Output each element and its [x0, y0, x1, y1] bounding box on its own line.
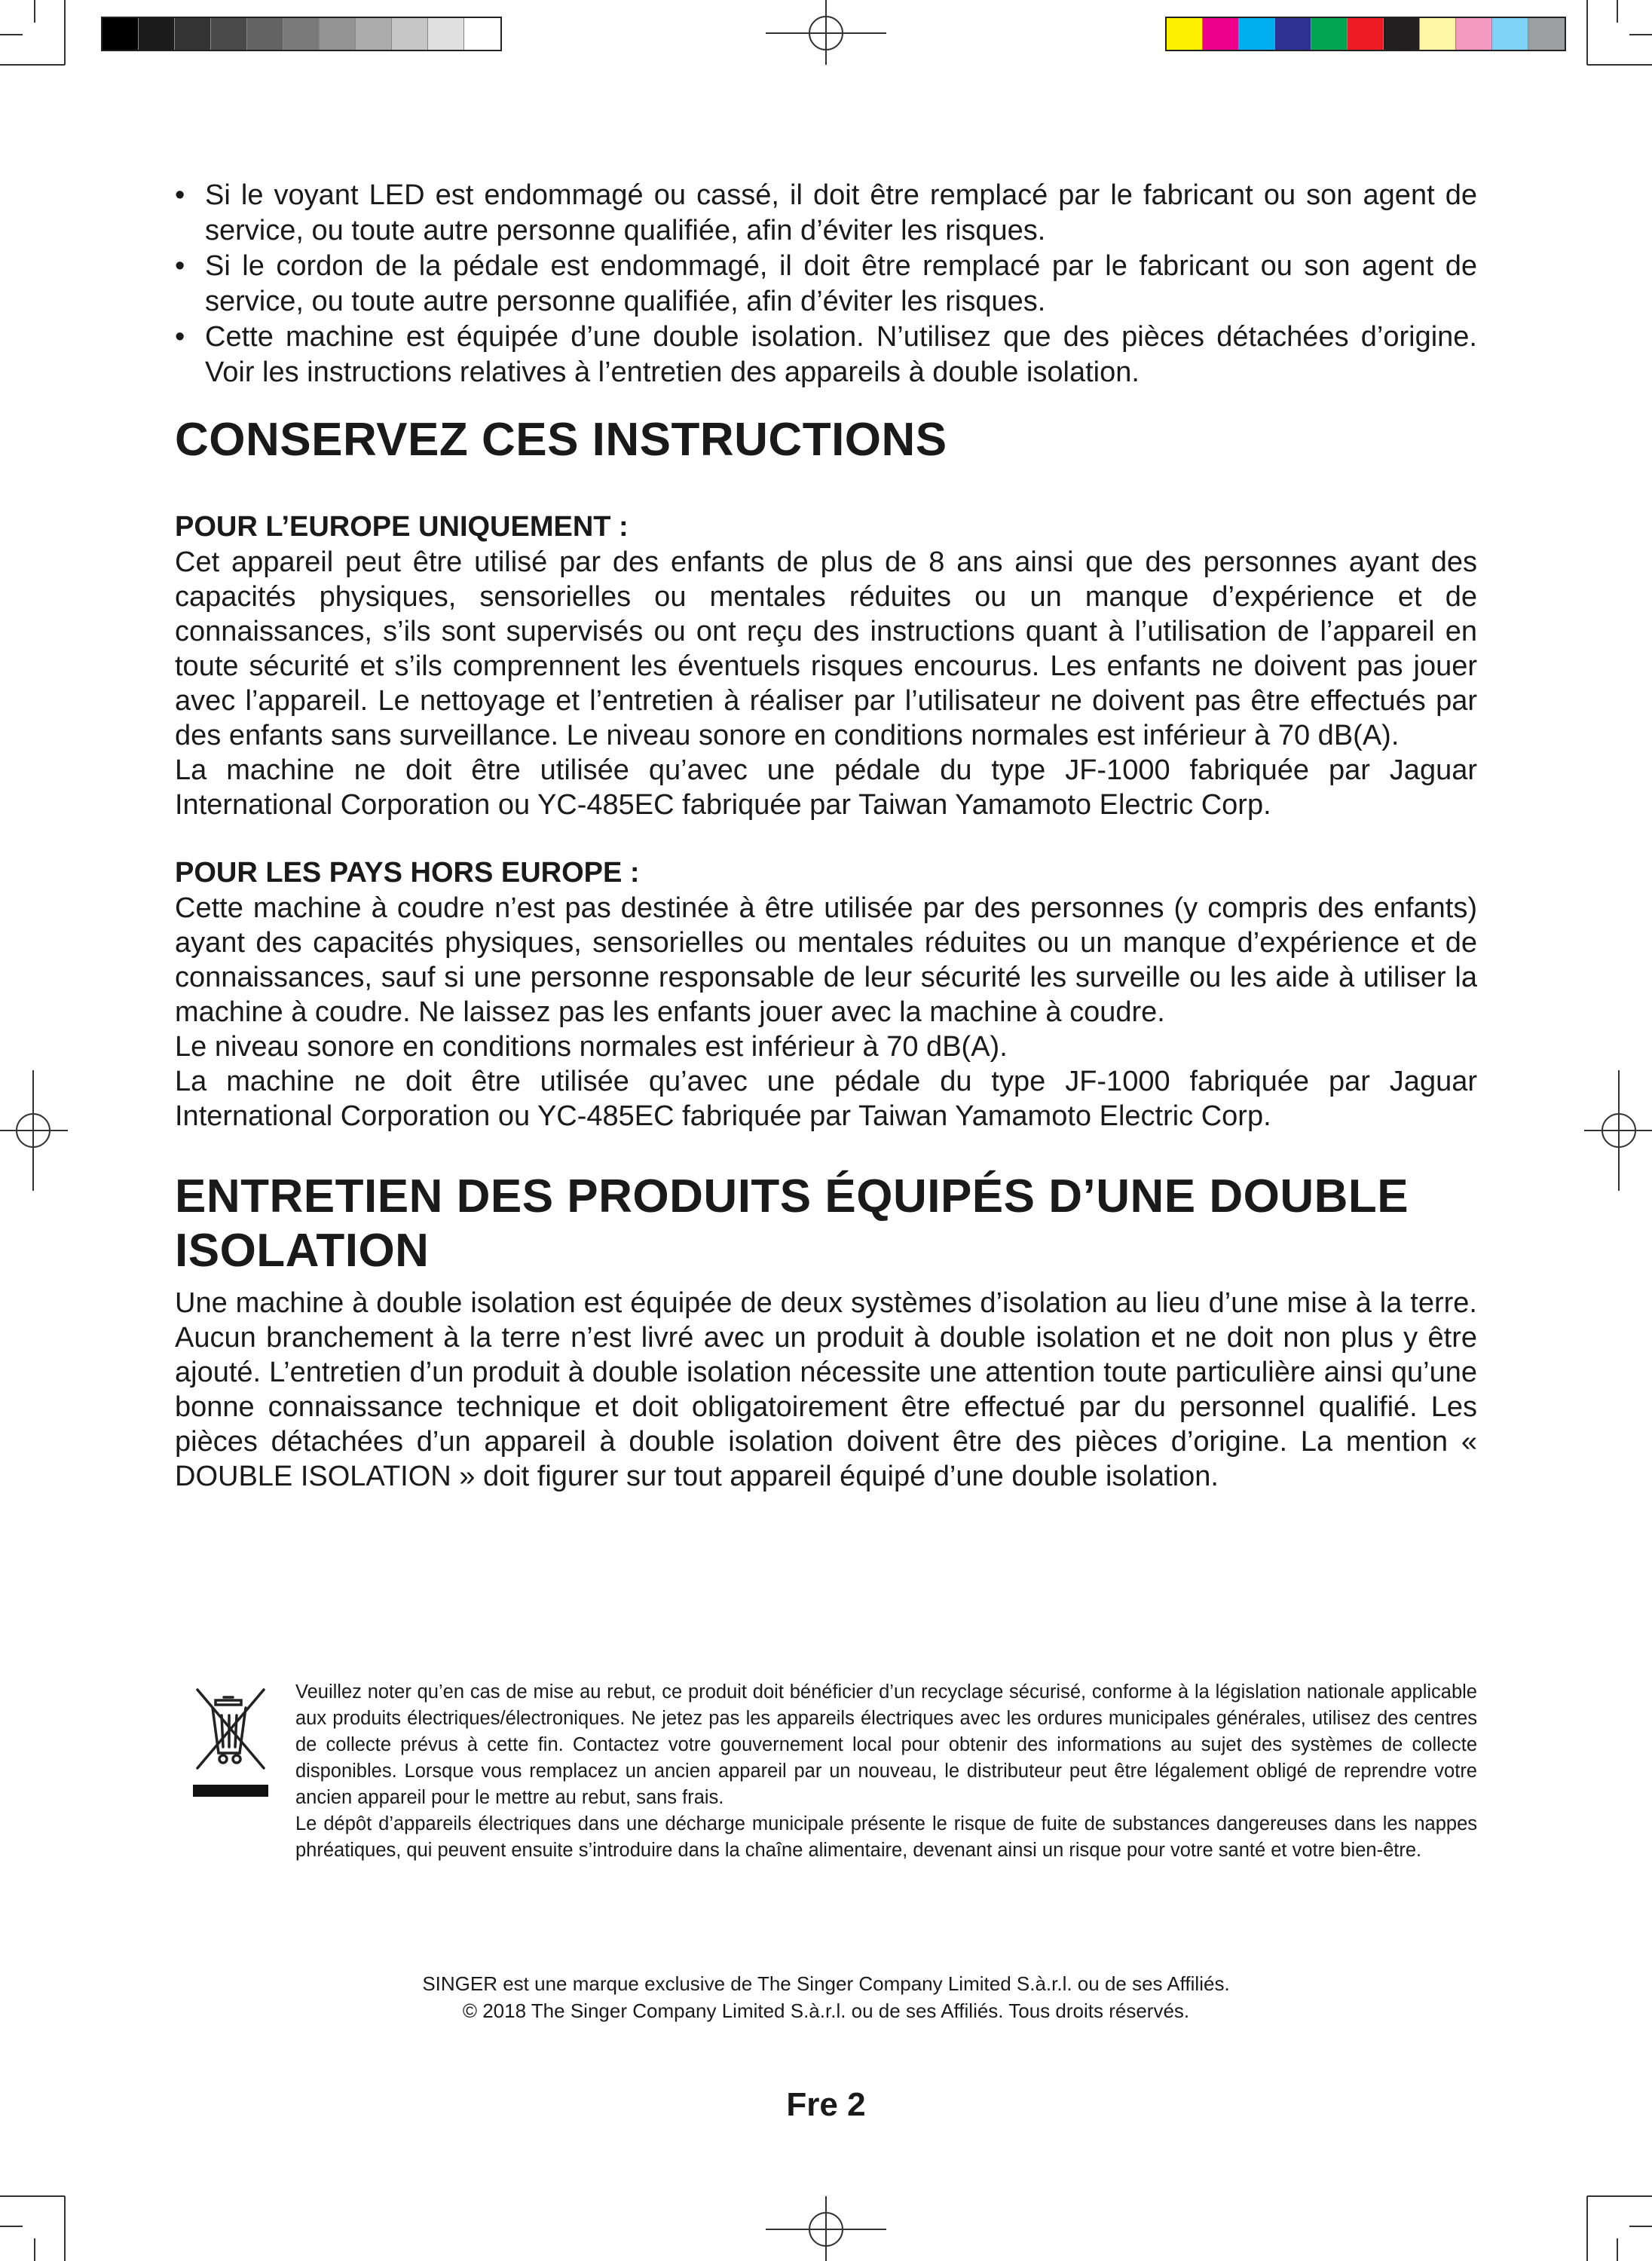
- list-item: • Cette machine est équipée d’une double isolation. N’utilisez que des pièces détachées d’origine. Voir les instructions relatives à l’entretien des appareils à double isolation.: [175, 321, 1477, 388]
- color-swatch: [1528, 18, 1565, 50]
- conserve-heading: CONSERVEZ CES INSTRUCTIONS: [175, 414, 947, 466]
- grayscale-color-bar: [101, 17, 502, 51]
- disposal-risk-paragraph: Le dépôt d’appareils électriques dans une décharge municipale présente le risque de fuite de substances dangereuses dans les nappes phréatiques, qui peuvent ensuite s’introduire dans la chaîne alimentaire, devenant ainsi un risque pour votre santé et votre bien-être.: [295, 1813, 1477, 1861]
- color-swatch: [464, 18, 500, 50]
- color-swatch: [1420, 18, 1456, 50]
- page-number: Fre 2: [786, 2086, 866, 2123]
- color-swatch: [1167, 18, 1203, 50]
- trademark-notice: SINGER est une marque exclusive de The Singer Company Limited S.à.r.l. ou de ses Affiliés.: [422, 1972, 1230, 1995]
- color-swatch: [1348, 18, 1384, 50]
- color-swatch: [1384, 18, 1420, 50]
- color-swatch: [102, 18, 139, 50]
- europe-paragraph: Cet appareil peut être utilisé par des enfants de plus de 8 ans ainsi que des personnes ayant des capacités physiques, sensorielles ou mentales réduites ou un manque d’expérience et de connaissances, s’ils sont supervisés ou ont reçu des instructions quant à l’utilisation de l’appareil en toute sécurité et s’ils comprennent les éventuels risques encourus. Les enfants ne doivent pas jouer avec l’appareil. Le nettoyage et l’entretien à réaliser par l’utilisateur ne doivent pas être effectués par des enfants sans surveillance. Le niveau sonore en conditions normales est inférieur à 70 dB(A).: [175, 546, 1477, 751]
- copyright-notice: © 2018 The Singer Company Limited S.à.r.l. ou de ses Affiliés. Tous droits réservés.: [462, 1999, 1190, 2022]
- color-swatch: [1311, 18, 1348, 50]
- color-swatch: [283, 18, 320, 50]
- double-insulation-paragraph: Une machine à double isolation est équipée de deux systèmes d’isolation au lieu d’une mise à la terre. Aucun branchement à la terre n’est livré avec un produit à double isolation et ne doit non plus y être ajouté. L’entretien d’un produit à double isolation nécessite une attention toute particulière ainsi qu’une bonne connaissance technique et doit obligatoirement être effectué par du personnel qualifié. Les pièces détachées d’un appareil à double isolation doivent être des pièces d’origine. La mention « DOUBLE ISOLATION » doit figurer sur tout appareil équipé d’une double isolation.: [175, 1287, 1477, 1492]
- bullet-icon: •: [175, 179, 185, 211]
- color-swatch: [1239, 18, 1275, 50]
- non-europe-heading: POUR LES PAYS HORS EUROPE :: [175, 857, 640, 889]
- color-swatch: [428, 18, 464, 50]
- color-swatch: [1275, 18, 1311, 50]
- non-europe-pedal-paragraph: La machine ne doit être utilisée qu’avec une pédale du type JF-1000 fabriquée par Jaguar International Corporation ou YC-485EC fabriquée par Taiwan Yamamoto Electric Corp.: [175, 1066, 1477, 1132]
- color-swatch: [356, 18, 392, 50]
- non-europe-noise-paragraph: Le niveau sonore en conditions normales est inférieur à 70 dB(A).: [175, 1031, 1008, 1063]
- disposal-paragraph: Veuillez noter qu’en cas de mise au rebut, ce produit doit bénéficier d’un recyclage sécurisé, conforme à la législation nationale applicable aux produits électriques/électroniques. Ne jetez pas les appareils électriques avec les ordures municipales générales, utilisez des centres de collecte prévus à cette fin. Contactez votre gouvernement local pour obtenir des informations au sujet des systèmes de collecte disponibles. Lorsque vous remplacez un ancien appareil par un nouveau, le distributeur peut être légalement obligé de reprendre votre ancien appareil pour le mettre au rebut, sans frais.: [295, 1681, 1477, 1808]
- color-swatch: [1456, 18, 1492, 50]
- double-insulation-heading: ENTRETIEN DES PRODUITS ÉQUIPÉS D’UNE DOUBLE ISOLATION: [175, 1170, 1409, 1277]
- bullet-icon: •: [175, 321, 185, 353]
- europe-heading: POUR L’EUROPE UNIQUEMENT :: [175, 511, 629, 543]
- color-swatch: [211, 18, 247, 50]
- color-swatch: [1492, 18, 1528, 50]
- bullet-icon: •: [175, 250, 185, 282]
- safety-bullet-list: [175, 178, 1477, 390]
- europe-pedal-paragraph: La machine ne doit être utilisée qu’avec une pédale du type JF-1000 fabriquée par Jaguar International Corporation ou YC-485EC fabriquée par Taiwan Yamamoto Electric Corp.: [175, 754, 1477, 821]
- disposal-notice: [295, 1679, 1477, 1864]
- color-swatch: [320, 18, 356, 50]
- process-color-bar: [1165, 17, 1566, 51]
- color-swatch: [392, 18, 428, 50]
- list-item: • Si le cordon de la pédale est endommagé, il doit être remplacé par le fabricant ou son agent de service, ou toute autre personne qualifiée, afin d’éviter les risques.: [175, 250, 1477, 317]
- non-europe-paragraph: Cette machine à coudre n’est pas destinée à être utilisée par des personnes (y compris des enfants) ayant des capacités physiques, sensorielles ou mentales réduites ou un manque d’expérience et de connaissances, sauf si une personne responsable de leur sécurité les surveille ou les aide à utiliser la machine à coudre. Ne laissez pas les enfants jouer avec la machine à coudre.: [175, 892, 1477, 1028]
- color-swatch: [175, 18, 211, 50]
- list-item: • Si le voyant LED est endommagé ou cassé, il doit être remplacé par le fabricant ou son agent de service, ou toute autre personne qualifiée, afin d’éviter les risques.: [175, 179, 1477, 246]
- color-swatch: [139, 18, 175, 50]
- weee-crossed-bin-icon: [193, 1684, 268, 1804]
- color-swatch: [247, 18, 283, 50]
- color-swatch: [1203, 18, 1239, 50]
- main-content: [175, 178, 1477, 1494]
